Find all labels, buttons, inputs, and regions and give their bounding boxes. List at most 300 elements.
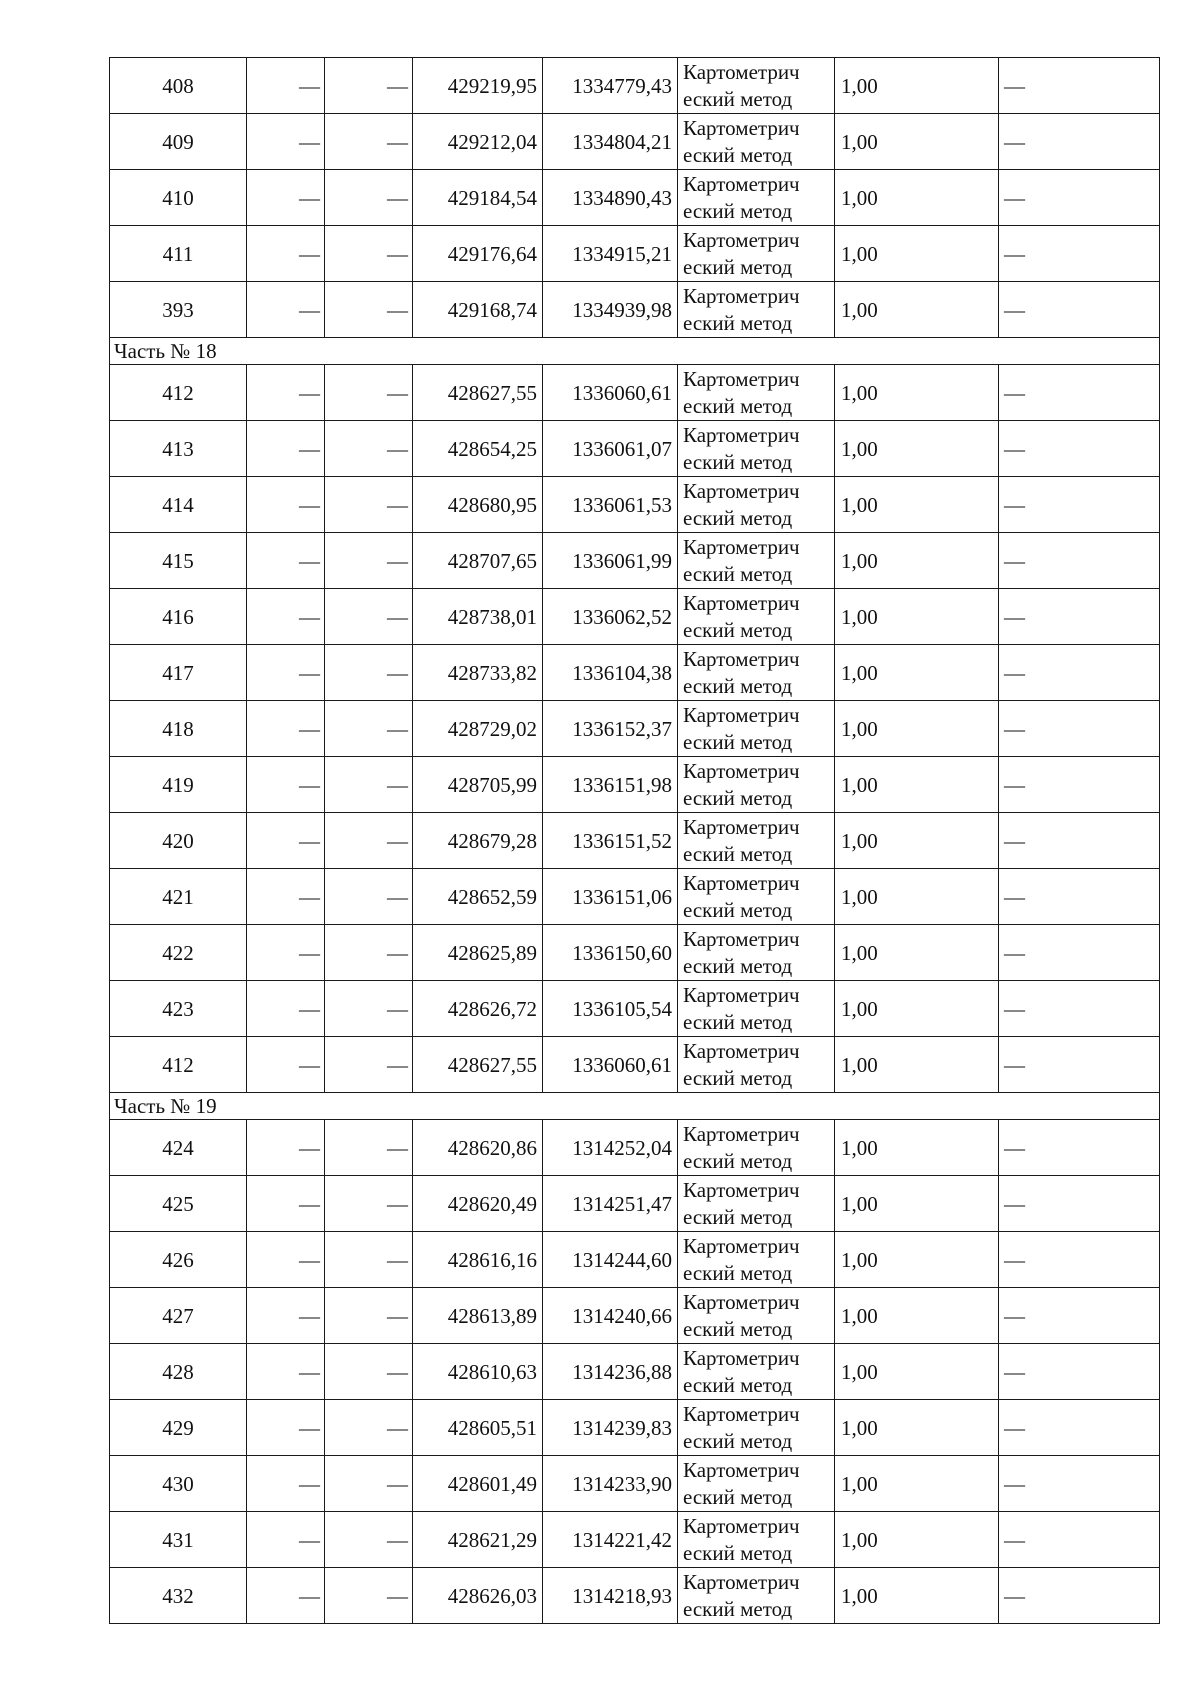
method-line-2: еский метод	[683, 729, 793, 754]
empty-dash-cell: —	[325, 1400, 413, 1456]
table-row	[110, 365, 1160, 421]
precision-cell: 1,00	[835, 282, 999, 338]
coordinate-y-cell: 1336061,53	[543, 477, 678, 533]
empty-dash-cell: —	[325, 1120, 413, 1176]
empty-dash-cell: —	[325, 477, 413, 533]
method-line-1: Картометрич	[683, 422, 800, 447]
method-line-2: еский метод	[683, 142, 793, 167]
coordinate-x-cell: 428605,51	[413, 1400, 543, 1456]
precision-cell: 1,00	[835, 421, 999, 477]
table-row	[110, 1120, 1160, 1176]
method-line-1: Картометрич	[683, 1233, 800, 1258]
empty-dash-cell: —	[247, 1176, 325, 1232]
method-line-2: еский метод	[683, 449, 793, 474]
method-line-2: еский метод	[683, 198, 793, 223]
coordinate-x-cell: 428626,03	[413, 1568, 543, 1624]
method-line-2: еский метод	[683, 1540, 793, 1565]
empty-dash-cell: —	[325, 114, 413, 170]
coordinate-x-cell: 428707,65	[413, 533, 543, 589]
empty-dash-cell: —	[999, 114, 1160, 170]
coordinates-table-body	[110, 58, 1160, 1624]
table-row	[110, 925, 1160, 981]
precision-cell: 1,00	[835, 1037, 999, 1093]
point-number-cell: 419	[110, 757, 247, 813]
table-row	[110, 114, 1160, 170]
empty-dash-cell: —	[999, 1512, 1160, 1568]
coordinate-y-cell: 1334890,43	[543, 170, 678, 226]
precision-cell: 1,00	[835, 757, 999, 813]
table-row	[110, 421, 1160, 477]
empty-dash-cell: —	[247, 589, 325, 645]
coordinate-x-cell: 429184,54	[413, 170, 543, 226]
method-line-2: еский метод	[683, 505, 793, 530]
precision-cell: 1,00	[835, 645, 999, 701]
method-line-1: Картометрич	[683, 1569, 800, 1594]
empty-dash-cell: —	[999, 1456, 1160, 1512]
method-cell	[678, 981, 835, 1037]
table-row	[110, 1288, 1160, 1344]
coordinate-x-cell: 428652,59	[413, 869, 543, 925]
empty-dash-cell: —	[325, 701, 413, 757]
empty-dash-cell: —	[999, 645, 1160, 701]
empty-dash-cell: —	[325, 1232, 413, 1288]
precision-cell: 1,00	[835, 813, 999, 869]
coordinate-y-cell: 1314240,66	[543, 1288, 678, 1344]
precision-cell: 1,00	[835, 1288, 999, 1344]
coordinate-x-cell: 428680,95	[413, 477, 543, 533]
table-row	[110, 645, 1160, 701]
empty-dash-cell: —	[999, 421, 1160, 477]
method-cell	[678, 533, 835, 589]
method-cell	[678, 114, 835, 170]
empty-dash-cell: —	[325, 645, 413, 701]
coordinate-x-cell: 428616,16	[413, 1232, 543, 1288]
empty-dash-cell: —	[999, 365, 1160, 421]
method-line-2: еский метод	[683, 673, 793, 698]
coordinate-x-cell: 428705,99	[413, 757, 543, 813]
empty-dash-cell: —	[247, 477, 325, 533]
method-line-2: еский метод	[683, 310, 793, 335]
method-line-2: еский метод	[683, 1260, 793, 1285]
method-line-1: Картометрич	[683, 982, 800, 1007]
point-number-cell: 429	[110, 1400, 247, 1456]
empty-dash-cell: —	[247, 645, 325, 701]
coordinate-y-cell: 1314218,93	[543, 1568, 678, 1624]
empty-dash-cell: —	[247, 925, 325, 981]
coordinate-y-cell: 1314236,88	[543, 1344, 678, 1400]
method-cell	[678, 1120, 835, 1176]
precision-cell: 1,00	[835, 589, 999, 645]
coordinate-y-cell: 1336060,61	[543, 365, 678, 421]
table-row	[110, 981, 1160, 1037]
empty-dash-cell: —	[999, 226, 1160, 282]
empty-dash-cell: —	[325, 981, 413, 1037]
method-cell	[678, 757, 835, 813]
method-line-1: Картометрич	[683, 1038, 800, 1063]
empty-dash-cell: —	[325, 226, 413, 282]
coordinates-table	[109, 57, 1160, 1624]
precision-cell: 1,00	[835, 1568, 999, 1624]
method-cell	[678, 589, 835, 645]
method-line-1: Картометрич	[683, 870, 800, 895]
coordinate-x-cell: 429176,64	[413, 226, 543, 282]
method-cell	[678, 1456, 835, 1512]
empty-dash-cell: —	[325, 1176, 413, 1232]
method-line-1: Картометрич	[683, 814, 800, 839]
precision-cell: 1,00	[835, 1512, 999, 1568]
point-number-cell: 426	[110, 1232, 247, 1288]
coordinate-y-cell: 1334804,21	[543, 114, 678, 170]
coordinate-y-cell: 1336060,61	[543, 1037, 678, 1093]
empty-dash-cell: —	[325, 1568, 413, 1624]
empty-dash-cell: —	[247, 226, 325, 282]
precision-cell: 1,00	[835, 1456, 999, 1512]
method-line-2: еский метод	[683, 1009, 793, 1034]
table-row	[110, 533, 1160, 589]
method-line-2: еский метод	[683, 1204, 793, 1229]
empty-dash-cell: —	[325, 1288, 413, 1344]
table-row	[110, 58, 1160, 114]
empty-dash-cell: —	[325, 421, 413, 477]
method-line-1: Картометрич	[683, 1289, 800, 1314]
point-number-cell: 431	[110, 1512, 247, 1568]
empty-dash-cell: —	[247, 1344, 325, 1400]
empty-dash-cell: —	[325, 589, 413, 645]
method-line-1: Картометрич	[683, 758, 800, 783]
empty-dash-cell: —	[247, 282, 325, 338]
coordinate-y-cell: 1336151,52	[543, 813, 678, 869]
empty-dash-cell: —	[999, 589, 1160, 645]
precision-cell: 1,00	[835, 1400, 999, 1456]
empty-dash-cell: —	[325, 170, 413, 226]
precision-cell: 1,00	[835, 925, 999, 981]
coordinate-y-cell: 1334915,21	[543, 226, 678, 282]
point-number-cell: 411	[110, 226, 247, 282]
empty-dash-cell: —	[247, 1512, 325, 1568]
empty-dash-cell: —	[999, 757, 1160, 813]
method-line-2: еский метод	[683, 953, 793, 978]
empty-dash-cell: —	[999, 282, 1160, 338]
part-header-row	[110, 338, 1160, 365]
method-line-1: Картометрич	[683, 478, 800, 503]
method-line-2: еский метод	[683, 1148, 793, 1173]
coordinate-x-cell: 429168,74	[413, 282, 543, 338]
empty-dash-cell: —	[247, 981, 325, 1037]
table-row	[110, 1037, 1160, 1093]
method-line-2: еский метод	[683, 897, 793, 922]
empty-dash-cell: —	[999, 533, 1160, 589]
table-row	[110, 1176, 1160, 1232]
table-row	[110, 226, 1160, 282]
method-line-2: еский метод	[683, 785, 793, 810]
method-cell	[678, 58, 835, 114]
table-row	[110, 1344, 1160, 1400]
point-number-cell: 423	[110, 981, 247, 1037]
precision-cell: 1,00	[835, 1232, 999, 1288]
coordinate-y-cell: 1336104,38	[543, 645, 678, 701]
empty-dash-cell: —	[247, 1232, 325, 1288]
method-line-1: Картометрич	[683, 1457, 800, 1482]
method-cell	[678, 477, 835, 533]
coordinate-y-cell: 1336150,60	[543, 925, 678, 981]
method-line-1: Картометрич	[683, 1121, 800, 1146]
method-line-1: Картометрич	[683, 702, 800, 727]
empty-dash-cell: —	[247, 421, 325, 477]
empty-dash-cell: —	[247, 58, 325, 114]
table-row	[110, 869, 1160, 925]
point-number-cell: 412	[110, 1037, 247, 1093]
method-line-2: еский метод	[683, 1316, 793, 1341]
point-number-cell: 422	[110, 925, 247, 981]
table-row	[110, 1568, 1160, 1624]
table-row	[110, 170, 1160, 226]
point-number-cell: 428	[110, 1344, 247, 1400]
coordinate-y-cell: 1336062,52	[543, 589, 678, 645]
empty-dash-cell: —	[247, 869, 325, 925]
empty-dash-cell: —	[999, 1344, 1160, 1400]
precision-cell: 1,00	[835, 477, 999, 533]
coordinate-y-cell: 1314233,90	[543, 1456, 678, 1512]
method-line-2: еский метод	[683, 86, 793, 111]
table-row	[110, 757, 1160, 813]
empty-dash-cell: —	[999, 1037, 1160, 1093]
table-row	[110, 282, 1160, 338]
coordinate-y-cell: 1314221,42	[543, 1512, 678, 1568]
method-line-2: еский метод	[683, 1484, 793, 1509]
part-header-row	[110, 1093, 1160, 1120]
empty-dash-cell: —	[325, 533, 413, 589]
coordinate-x-cell: 429212,04	[413, 114, 543, 170]
point-number-cell: 410	[110, 170, 247, 226]
coordinate-x-cell: 428621,29	[413, 1512, 543, 1568]
empty-dash-cell: —	[999, 1232, 1160, 1288]
coordinate-x-cell: 428626,72	[413, 981, 543, 1037]
point-number-cell: 420	[110, 813, 247, 869]
coordinate-y-cell: 1336061,99	[543, 533, 678, 589]
method-cell	[678, 421, 835, 477]
coordinate-x-cell: 428625,89	[413, 925, 543, 981]
empty-dash-cell: —	[999, 981, 1160, 1037]
method-line-1: Картометрич	[683, 1513, 800, 1538]
coordinate-y-cell: 1314251,47	[543, 1176, 678, 1232]
empty-dash-cell: —	[999, 170, 1160, 226]
precision-cell: 1,00	[835, 1120, 999, 1176]
coordinate-y-cell: 1314239,83	[543, 1400, 678, 1456]
coordinate-y-cell: 1314252,04	[543, 1120, 678, 1176]
part-label: Часть № 19	[110, 1093, 1160, 1120]
empty-dash-cell: —	[325, 757, 413, 813]
method-cell	[678, 226, 835, 282]
coordinate-y-cell: 1314244,60	[543, 1232, 678, 1288]
point-number-cell: 417	[110, 645, 247, 701]
point-number-cell: 408	[110, 58, 247, 114]
precision-cell: 1,00	[835, 869, 999, 925]
method-line-1: Картометрич	[683, 171, 800, 196]
method-line-1: Картометрич	[683, 926, 800, 951]
method-line-2: еский метод	[683, 393, 793, 418]
coordinate-x-cell: 428610,63	[413, 1344, 543, 1400]
empty-dash-cell: —	[999, 1400, 1160, 1456]
coordinate-x-cell: 428601,49	[413, 1456, 543, 1512]
point-number-cell: 424	[110, 1120, 247, 1176]
coordinate-y-cell: 1336061,07	[543, 421, 678, 477]
coordinate-x-cell: 428738,01	[413, 589, 543, 645]
coordinate-y-cell: 1336151,06	[543, 869, 678, 925]
empty-dash-cell: —	[325, 1344, 413, 1400]
coordinate-x-cell: 428627,55	[413, 365, 543, 421]
method-cell	[678, 813, 835, 869]
method-line-2: еский метод	[683, 1065, 793, 1090]
table-row	[110, 589, 1160, 645]
method-line-2: еский метод	[683, 561, 793, 586]
empty-dash-cell: —	[999, 477, 1160, 533]
method-cell	[678, 1037, 835, 1093]
precision-cell: 1,00	[835, 365, 999, 421]
method-cell	[678, 1568, 835, 1624]
coordinate-y-cell: 1336151,98	[543, 757, 678, 813]
method-cell	[678, 1288, 835, 1344]
empty-dash-cell: —	[999, 1176, 1160, 1232]
table-row	[110, 1400, 1160, 1456]
table-row	[110, 1232, 1160, 1288]
method-line-1: Картометрич	[683, 590, 800, 615]
method-line-1: Картометрич	[683, 115, 800, 140]
empty-dash-cell: —	[325, 869, 413, 925]
empty-dash-cell: —	[247, 1120, 325, 1176]
point-number-cell: 393	[110, 282, 247, 338]
empty-dash-cell: —	[999, 813, 1160, 869]
precision-cell: 1,00	[835, 170, 999, 226]
coordinate-x-cell: 428733,82	[413, 645, 543, 701]
empty-dash-cell: —	[999, 1568, 1160, 1624]
method-line-1: Картометрич	[683, 1177, 800, 1202]
table-row	[110, 1456, 1160, 1512]
precision-cell: 1,00	[835, 701, 999, 757]
empty-dash-cell: —	[247, 757, 325, 813]
coordinate-x-cell: 428654,25	[413, 421, 543, 477]
precision-cell: 1,00	[835, 533, 999, 589]
coordinate-x-cell: 428613,89	[413, 1288, 543, 1344]
method-line-2: еский метод	[683, 254, 793, 279]
method-cell	[678, 1232, 835, 1288]
method-cell	[678, 645, 835, 701]
part-label: Часть № 18	[110, 338, 1160, 365]
method-cell	[678, 170, 835, 226]
point-number-cell: 418	[110, 701, 247, 757]
empty-dash-cell: —	[247, 1037, 325, 1093]
table-row	[110, 701, 1160, 757]
empty-dash-cell: —	[247, 1288, 325, 1344]
method-cell	[678, 1176, 835, 1232]
coordinate-x-cell: 429219,95	[413, 58, 543, 114]
method-cell	[678, 701, 835, 757]
point-number-cell: 414	[110, 477, 247, 533]
method-line-2: еский метод	[683, 617, 793, 642]
method-line-2: еский метод	[683, 1596, 793, 1621]
empty-dash-cell: —	[325, 1512, 413, 1568]
method-line-1: Картометрич	[683, 646, 800, 671]
point-number-cell: 421	[110, 869, 247, 925]
coordinate-x-cell: 428620,49	[413, 1176, 543, 1232]
coordinate-y-cell: 1336105,54	[543, 981, 678, 1037]
precision-cell: 1,00	[835, 58, 999, 114]
empty-dash-cell: —	[999, 1288, 1160, 1344]
method-line-1: Картометрич	[683, 534, 800, 559]
empty-dash-cell: —	[325, 813, 413, 869]
precision-cell: 1,00	[835, 114, 999, 170]
method-line-1: Картометрич	[683, 1401, 800, 1426]
method-line-2: еский метод	[683, 1372, 793, 1397]
coordinate-y-cell: 1334939,98	[543, 282, 678, 338]
empty-dash-cell: —	[325, 365, 413, 421]
table-row	[110, 813, 1160, 869]
method-cell	[678, 365, 835, 421]
empty-dash-cell: —	[247, 1400, 325, 1456]
method-cell	[678, 1344, 835, 1400]
empty-dash-cell: —	[999, 58, 1160, 114]
method-line-1: Картометрич	[683, 366, 800, 391]
point-number-cell: 430	[110, 1456, 247, 1512]
precision-cell: 1,00	[835, 1344, 999, 1400]
point-number-cell: 425	[110, 1176, 247, 1232]
empty-dash-cell: —	[325, 1037, 413, 1093]
empty-dash-cell: —	[325, 1456, 413, 1512]
point-number-cell: 427	[110, 1288, 247, 1344]
method-cell	[678, 1512, 835, 1568]
point-number-cell: 415	[110, 533, 247, 589]
method-line-1: Картометрич	[683, 59, 800, 84]
empty-dash-cell: —	[999, 925, 1160, 981]
method-line-1: Картометрич	[683, 283, 800, 308]
empty-dash-cell: —	[247, 701, 325, 757]
empty-dash-cell: —	[247, 533, 325, 589]
empty-dash-cell: —	[247, 1568, 325, 1624]
point-number-cell: 413	[110, 421, 247, 477]
coordinate-y-cell: 1334779,43	[543, 58, 678, 114]
precision-cell: 1,00	[835, 226, 999, 282]
coordinate-x-cell: 428679,28	[413, 813, 543, 869]
point-number-cell: 416	[110, 589, 247, 645]
empty-dash-cell: —	[247, 170, 325, 226]
empty-dash-cell: —	[247, 114, 325, 170]
coordinate-x-cell: 428729,02	[413, 701, 543, 757]
point-number-cell: 412	[110, 365, 247, 421]
empty-dash-cell: —	[999, 869, 1160, 925]
empty-dash-cell: —	[247, 1456, 325, 1512]
table-row	[110, 1512, 1160, 1568]
empty-dash-cell: —	[999, 701, 1160, 757]
method-cell	[678, 1400, 835, 1456]
point-number-cell: 409	[110, 114, 247, 170]
method-line-2: еский метод	[683, 1428, 793, 1453]
method-cell	[678, 282, 835, 338]
empty-dash-cell: —	[247, 813, 325, 869]
method-line-2: еский метод	[683, 841, 793, 866]
coordinate-x-cell: 428627,55	[413, 1037, 543, 1093]
coordinate-x-cell: 428620,86	[413, 1120, 543, 1176]
method-cell	[678, 869, 835, 925]
method-line-1: Картометрич	[683, 227, 800, 252]
empty-dash-cell: —	[325, 925, 413, 981]
precision-cell: 1,00	[835, 1176, 999, 1232]
empty-dash-cell: —	[999, 1120, 1160, 1176]
point-number-cell: 432	[110, 1568, 247, 1624]
empty-dash-cell: —	[247, 365, 325, 421]
empty-dash-cell: —	[325, 282, 413, 338]
coordinate-y-cell: 1336152,37	[543, 701, 678, 757]
method-line-1: Картометрич	[683, 1345, 800, 1370]
method-cell	[678, 925, 835, 981]
